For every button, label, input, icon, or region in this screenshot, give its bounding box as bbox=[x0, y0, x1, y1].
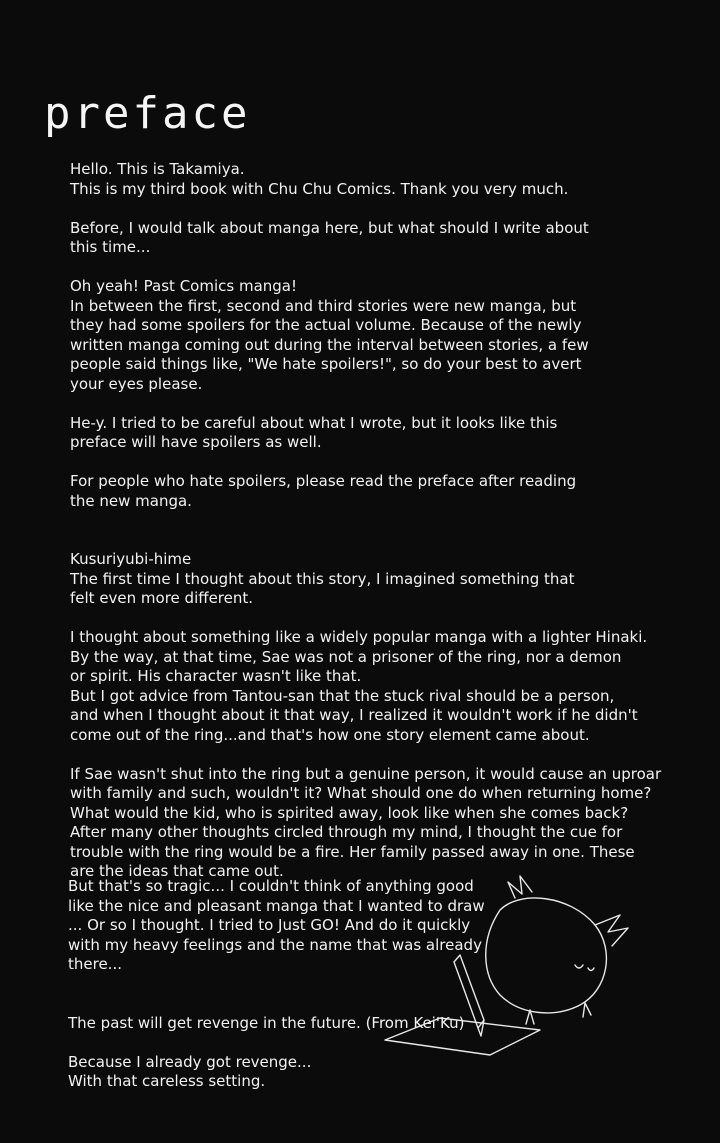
paragraph: Kusuriyubi-hime The first time I thought about this story, I imagined something that felt even more different. bbox=[70, 550, 575, 607]
paragraph: He-y. I tried to be careful about what I wrote, but it looks like this preface will have spoilers as well. bbox=[70, 413, 558, 451]
paragraph: Hello. This is Takamiya. This is my third book with Chu Chu Comics. Thank you very much. bbox=[70, 160, 569, 198]
paragraph: Oh yeah! Past Comics manga! In between the first, second and third stories were new manga, but they had some spoilers for the actual volume. Because of the newly written manga coming out during the interval between stories, a few people said things like, "We hate spoilers!", so do your best to avert your eyes please. bbox=[70, 277, 589, 393]
page-title: preface bbox=[44, 88, 251, 139]
paragraph: But that's so tragic... I couldn't think of anything good like the nice and pleasant manga that I wanted to draw ... Or so I thought. I tried to Just GO! And do it quickly with my heavy feelings and the name that was already there... bbox=[68, 877, 485, 973]
preface-body bbox=[70, 160, 710, 901]
paragraph: Before, I would talk about manga here, but what should I write about this time... bbox=[70, 218, 589, 256]
paragraph: For people who hate spoilers, please read the preface after reading the new manga. bbox=[70, 472, 577, 510]
paragraph: The past will get revenge in the future. (From Kei'Ku) bbox=[68, 1013, 465, 1032]
paragraph: If Sae wasn't shut into the ring but a genuine person, it would cause an uproar with family and such, wouldn't it? What should one do when returning home? What would the kid, who is spirited away, look like when she comes back? After many other thoughts circled through my mind, I thought the cue for trouble with the ring would be a fire. Her family passed away in one. These are the ideas that came out. bbox=[70, 764, 662, 880]
paragraph: Because I already got revenge... With that careless setting. bbox=[68, 1052, 312, 1090]
bird-sketch-icon bbox=[380, 870, 640, 1070]
paragraph: I thought about something like a widely popular manga with a lighter Hinaki. By the way, at that time, Sae was not a prisoner of the ring, nor a demon or spirit. His character wasn't like that. But I got advice from Tantou-san that the stuck rival should be a person, and when I thought about it that way, I realized it wouldn't work if he didn't come out of the ring...and that's how one story element came about. bbox=[70, 628, 648, 744]
